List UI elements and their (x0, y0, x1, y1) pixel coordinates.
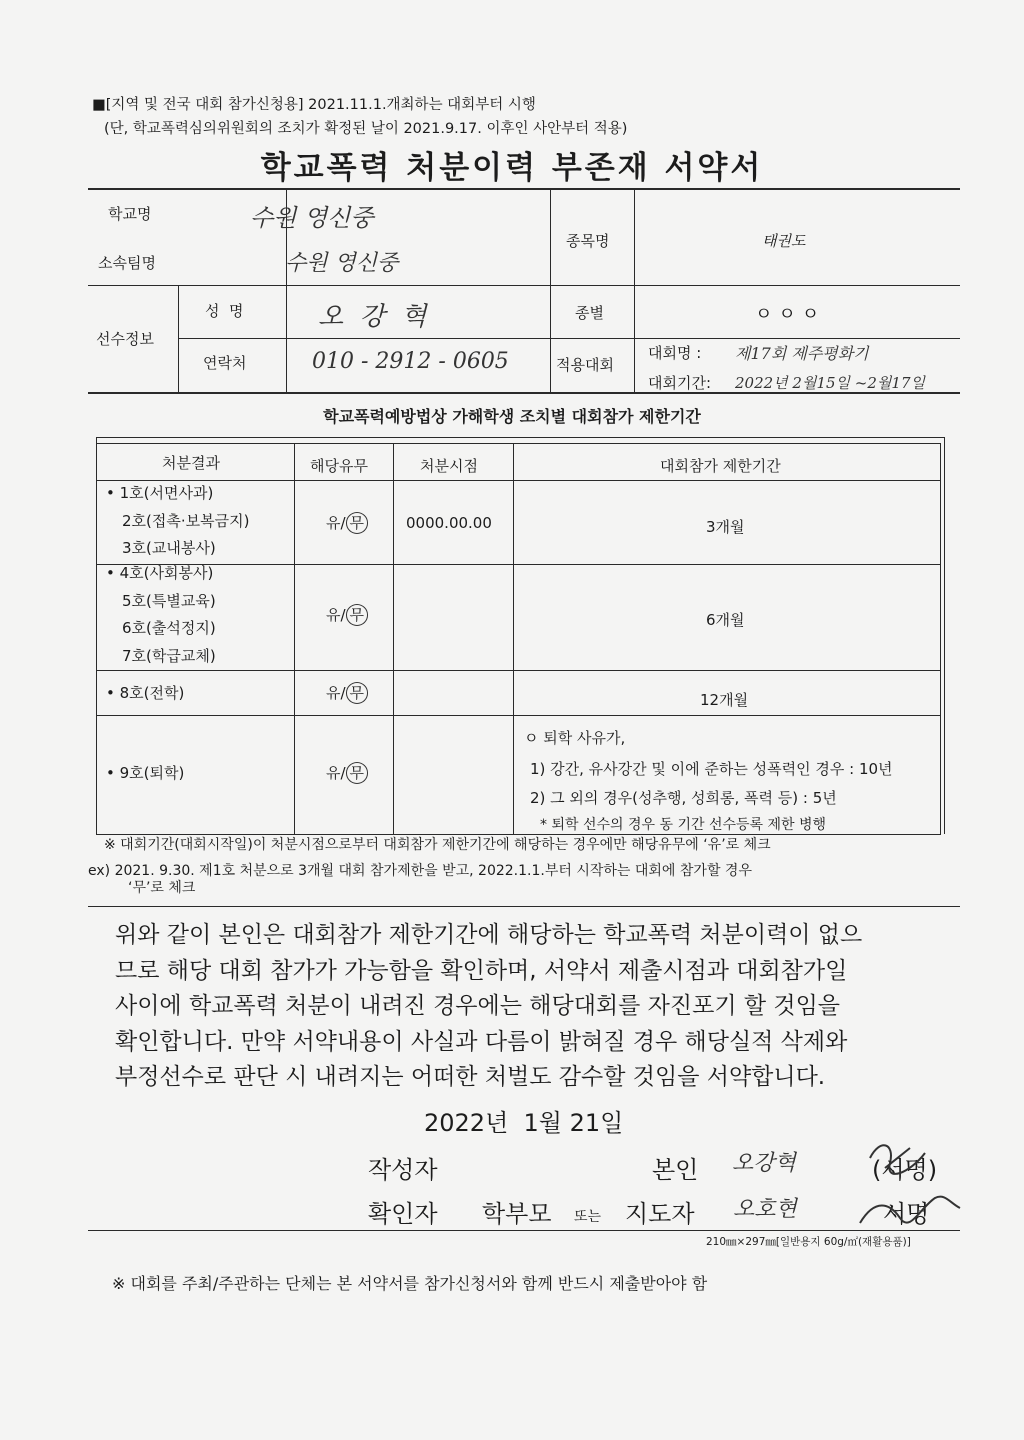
row2-item3: 6호(출석정지) (122, 619, 216, 637)
sport-label: 종목명 (566, 232, 610, 250)
self-label: 본인 (652, 1156, 699, 1184)
row4-period-line2: 1) 강간, 유사강간 및 이에 준하는 성폭력인 경우 : 10년 (530, 760, 893, 778)
competition-name-value: 제17회 제주평화기 (735, 344, 869, 363)
row3-choice: 유/ 무 (326, 682, 368, 704)
team-value: 수원 영신중 (285, 251, 399, 276)
self-name: 오강혁 (732, 1151, 796, 1176)
example-line-2: ‘무’로 체크 (128, 880, 196, 896)
or-label: 또는 (574, 1209, 602, 1225)
paper-spec: 210㎜×297㎜[일반용지 60g/㎡(재활용품)] (706, 1236, 911, 1248)
gender-label: 종별 (575, 304, 604, 322)
guardian-label: 학부모 (482, 1200, 552, 1228)
row3-period: 12개월 (700, 691, 749, 709)
example-line-1: ex) 2021. 9.30. 제1호 처분으로 3개월 대회 참가제한을 받고, 2022.1.1.부터 시작하는 대회에 참가할 경우 (88, 863, 752, 879)
contact-value: 010 - 2912 - 0605 (312, 349, 509, 374)
school-value: 수원 영신중 (250, 204, 374, 232)
row1-item2: 2호(접촉·보복금지) (122, 512, 250, 530)
pledge-line-4: 확인합니다. 만약 서약내용이 사실과 다름이 밝혀질 경우 해당실적 삭제와 (115, 1028, 848, 1055)
header-result: 처분결과 (162, 454, 220, 472)
sport-value: 태권도 (762, 232, 806, 250)
contact-label: 연락처 (203, 354, 247, 372)
row2-item1: • 4호(사회봉사) (106, 564, 214, 582)
header-period: 대회참가 제한기간 (660, 457, 781, 475)
gender-value: ㅇㅇㅇ (755, 304, 826, 325)
row1-period: 3개월 (706, 518, 745, 536)
restriction-note: ※ 대회기간(대회시작일)이 처분시점으로부터 대회참가 제한기간에 해당하는 경우에만 해당유무에 ‘유’로 체크 (104, 837, 771, 853)
row1-item1: • 1호(서면사과) (106, 484, 214, 502)
competition-period-value: 2022년 2월15일 ~2월17일 (735, 374, 925, 392)
row4-choice: 유/ 무 (326, 762, 368, 784)
restriction-subtitle: 학교폭력예방법상 가해학생 조치별 대회참가 제한기간 (323, 407, 701, 426)
handwritten-signatures (850, 1128, 970, 1238)
header-date: 처분시점 (420, 457, 478, 475)
writer-label: 작성자 (368, 1156, 438, 1184)
name-value: 오 강 혁 (318, 302, 427, 332)
pledge-date: 2022년 1월 21일 (424, 1109, 624, 1137)
row1-choice: 유/ 무 (326, 512, 368, 534)
guardian-name: 오호현 (733, 1197, 797, 1222)
competition-name-label: 대회명 : (648, 344, 702, 362)
competition-period-label: 대회기간: (648, 374, 712, 392)
competition-label: 적용대회 (556, 356, 614, 374)
page-title: 학교폭력 처분이력 부존재 서약서 (260, 150, 764, 186)
row4-period-line3: 2) 그 외의 경우(성추행, 성희롱, 폭력 등) : 5년 (530, 789, 837, 807)
guardian-sign-label: 서명 (883, 1200, 930, 1228)
player-info-label: 선수정보 (96, 330, 154, 348)
row2-period: 6개월 (706, 611, 745, 629)
name-label: 성 명 (205, 302, 244, 320)
bottom-note: ※ 대회를 주최/주관하는 단체는 본 서약서를 참가신청서와 함께 반드시 제출받아야 함 (112, 1274, 708, 1293)
row4-period-line1: ㅇ 퇴학 사유가, (524, 729, 626, 747)
notice-line-1: ■[지역 및 전국 대회 참가신청용] 2021.11.1.개최하는 대회부터 시행 (92, 97, 536, 113)
team-label: 소속팀명 (98, 254, 156, 272)
header-applicable: 해당유무 (310, 457, 368, 475)
row1-item3: 3호(교내봉사) (122, 539, 216, 557)
row4-period-line4: * 퇴학 선수의 경우 동 기간 선수등록 제한 병행 (540, 817, 827, 833)
pledge-line-3: 사이에 학교폭력 처분이 내려진 경우에는 해당대회를 자진포기 할 것임을 (115, 993, 841, 1019)
school-label: 학교명 (108, 205, 152, 223)
notice-line-2: (단, 학교폭력심의위원회의 조치가 확정된 날이 2021.9.17. 이후인 사안부터 적용) (104, 121, 628, 137)
row2-item2: 5호(특별교육) (122, 592, 216, 610)
row1-date: 0000.00.00 (406, 514, 492, 532)
pledge-paragraph (115, 918, 945, 1096)
row2-item4: 7호(학급교체) (122, 647, 216, 665)
self-sign-label: (서명) (872, 1156, 938, 1184)
pledge-line-2: 므로 해당 대회 참가가 가능함을 확인하며, 서약서 제출시점과 대회참가일 (115, 957, 848, 984)
pledge-line-5: 부정선수로 판단 시 내려지는 어떠한 처벌도 감수할 것임을 서약합니다. (115, 1064, 826, 1090)
row2-choice: 유/ 무 (326, 604, 368, 626)
row3-item1: • 8호(전학) (106, 684, 185, 702)
coach-label: 지도자 (625, 1200, 695, 1228)
row4-item1: • 9호(퇴학) (106, 764, 185, 782)
pledge-line-1: 위와 같이 본인은 대회참가 제한기간에 해당하는 학교폭력 처분이력이 없으 (115, 922, 863, 948)
confirmer-label: 확인자 (368, 1200, 438, 1228)
